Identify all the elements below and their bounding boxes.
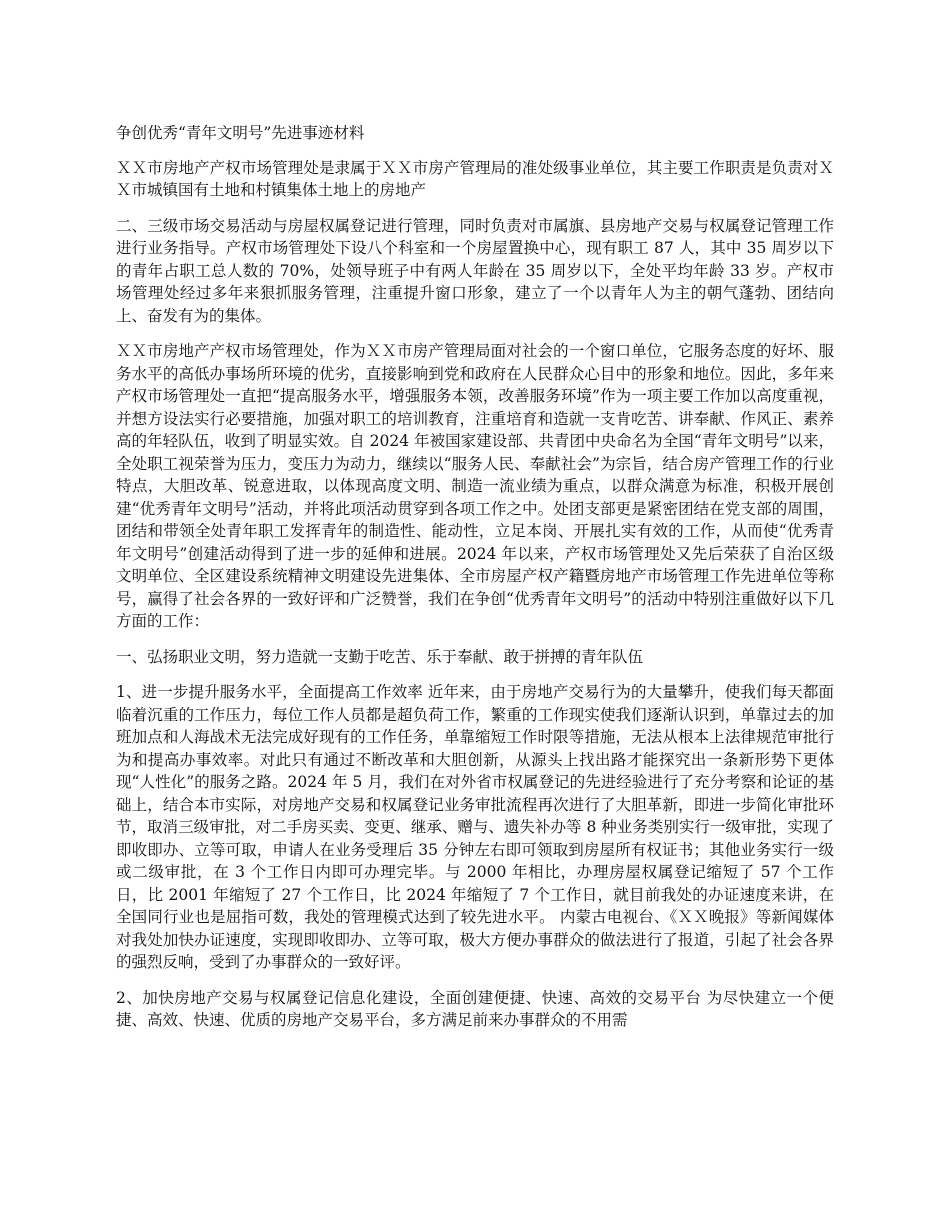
paragraph-3: ＸＸ市房地产产权市场管理处，作为ＸＸ市房产管理局面对社会的一个窗口单位，它服务态度的好坏、服务水平的高低办事场所环境的优劣，直接影响到党和政府在人民群众心目中的形象和地位。因此，多年来产权市场管理处一直把“提高服务水平，增强服务本领，改善服务环境”作为一项主要工作加以高度重视，并想方设法实行必要措施，加强对职工的培训教育，注重培育和造就一支肯吃苦、讲奉献、作风正、素养高的年轻队伍，收到了明显实效。自 2024 年被国家建设部、共青团中央命名为全国“青年文明号”以来，全处职工视荣誉为压力，变压力为动力，继续以“服务人民、奉献社会”为宗旨，结合房产管理工作的行业特点，大胆改革、锐意进取，以体现高度文明、制造一流业绩为重点，以群众满意为标准，积极开展创建“优秀青年文明号”活动，并将此项活动贯穿到各项工作之中。处团支部更是紧密团结在党支部的周围，团结和带领全处青年职工发挥青年的制造性、能动性，立足本岗、开展扎实有效的工作，从而使“优秀青年文明号”创建活动得到了进一步的延伸和进展。2024 年以来，产权市场管理处又先后荣获了自治区级文明单位、全区建设系统精神文明建设先进集体、全市房屋产权产籍暨房地产市场管理工作先进单位等称号，赢得了社会各界的一致好评和广泛赞誉，我们在争创“优秀青年文明号”的活动中特别注重做好以下几方面的工作：: [116, 342, 834, 630]
document-title: 争创优秀“青年文明号”先进事迹材料: [116, 124, 365, 142]
paragraph-2: 二、三级市场交易活动与房屋权属登记进行管理，同时负责对市属旗、县房地产交易与权属登记管理工作进行业务指导。产权市场管理处下设八个科室和一个房屋置换中心，现有职工 87 人，其中 35 周岁以下的青年占职工总人数的 70%，处领导班子中有两人年龄在 35 周岁以下，全处平均年龄 33 岁。产权市场管理处经过多年来狠抓服务管理，注重提升窗口形象，建立了一个以青年人为主的朝气蓬勃、团结向上、奋发有为的集体。: [116, 216, 834, 325]
paragraph-1: ＸＸ市房地产产权市场管理处是隶属于ＸＸ市房产管理局的准处级事业单位，其主要工作职责是负责对ＸＸ市城镇国有土地和村镇集体土地上的房地产: [116, 158, 834, 199]
paragraph-4: 1、进一步提升服务水平，全面提高工作效率 近年来，由于房地产交易行为的大量攀升，使我们每天都面临着沉重的工作压力，每位工作人员都是超负荷工作，繁重的工作现实使我们逐渐认识到，单靠过去的加班加点和人海战术无法完成好现有的工作任务，单靠缩短工作时限等措施，无法从根本上法律规范审批行为和提高办事效率。对此只有通过不断改革和大胆创新，从源头上找出路才能探究出一条新形势下更体现“人性化”的服务之路。2024 年 5 月，我们在对外省市权属登记的先进经验进行了充分考察和论证的基础上，结合本市实际，对房地产交易和权属登记业务审批流程再次进行了大胆革新，即进一步简化审批环节，取消三级审批，对二手房买卖、变更、继承、赠与、遗失补办等 8 种业务类别实行一级审批，实现了即收即办、立等可取，申请人在业务受理后 35 分钟左右即可领取到房屋所有权证书；其他业务实行一级或二级审批，在 3 个工作日内即可办理完毕。与 2000 年相比，办理房屋权属登记缩短了 57 个工作日，比 2001 年缩短了 27 个工作日，比 2024 年缩短了 7 个工作日，就目前我处的办证速度来讲，在全国同行业也是屈指可数，我处的管理模式达到了较先进水平。 内蒙古电视台、《ＸＸ晚报》等新闻媒体对我处加快办证速度，实现即收即办、立等可取，极大方便办事群众的做法进行了报道，引起了社会各界的强烈反响，受到了办事群众的一致好评。: [116, 683, 834, 971]
section-heading-1: 一、弘扬职业文明，努力造就一支勤于吃苦、乐于奉献、敢于拼搏的青年队伍: [116, 647, 644, 666]
paragraph-5: 2、加快房地产交易与权属登记信息化建设，全面创建便捷、快速、高效的交易平台 为尽快建立一个便捷、高效、快速、优质的房地产交易平台，多方满足前来办事群众的不用需: [116, 988, 834, 1029]
